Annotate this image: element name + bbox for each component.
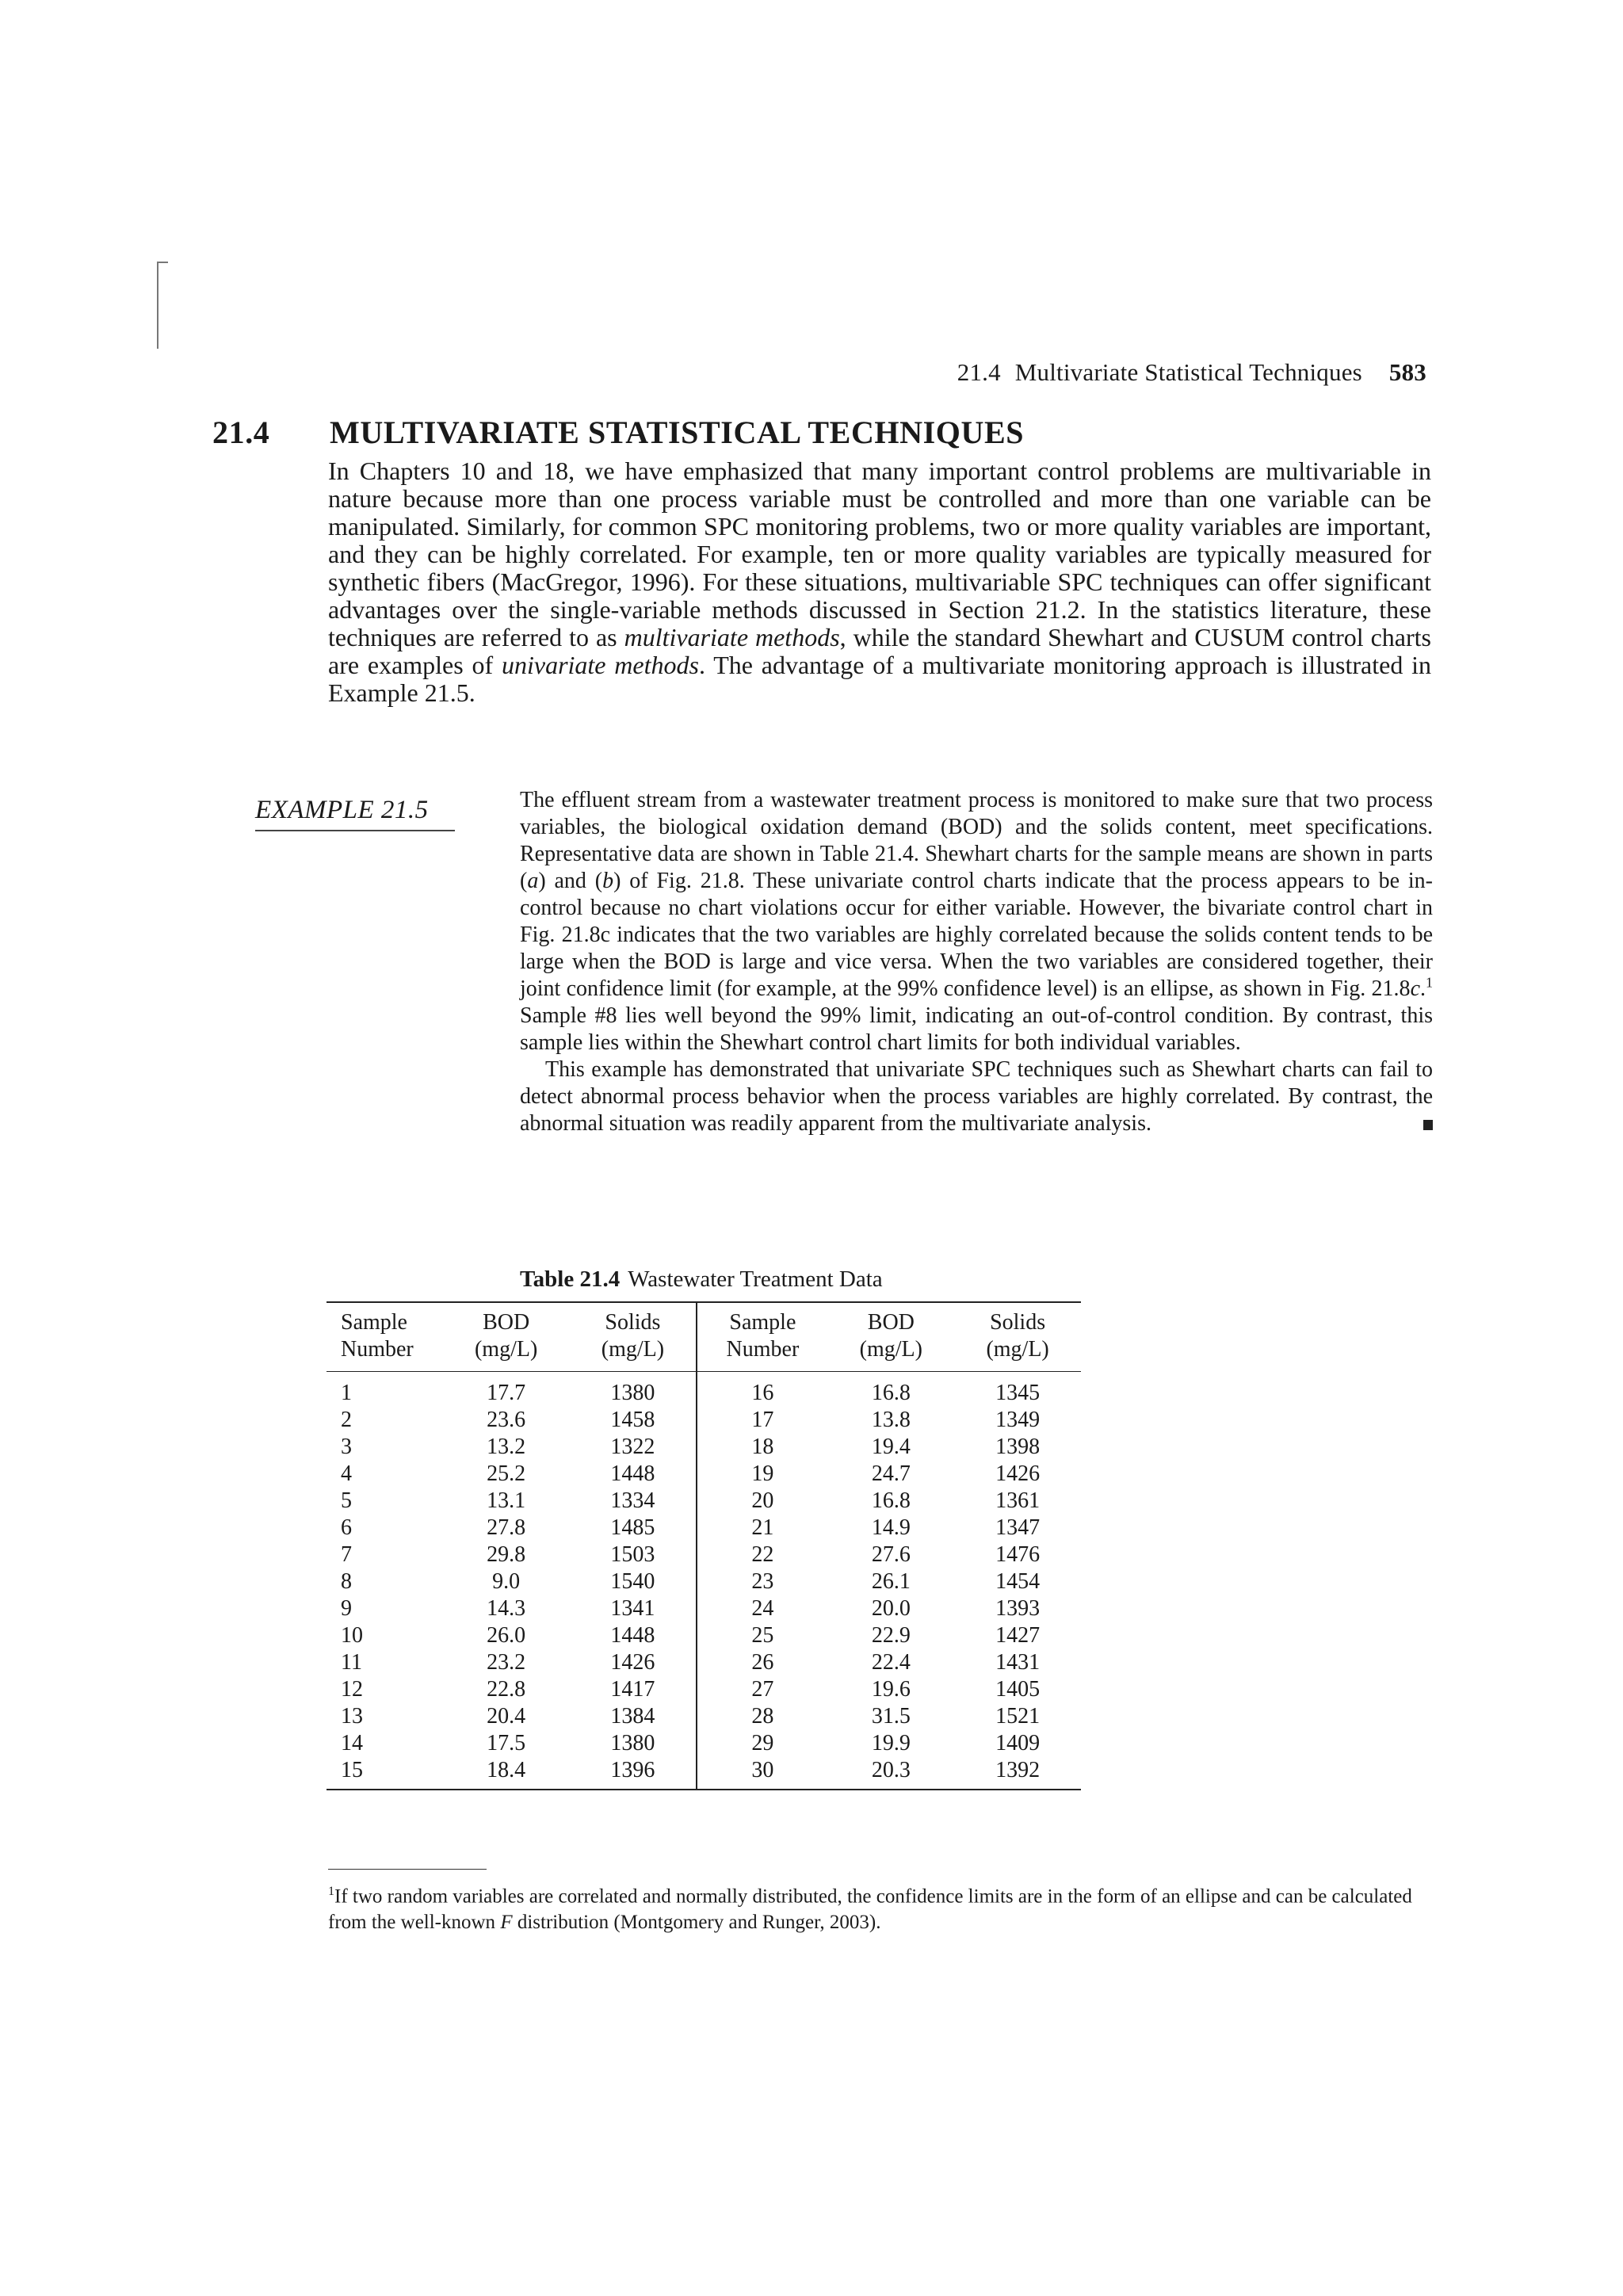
- cell-sample-number: 2: [341, 1408, 352, 1432]
- cell-sample-number: 15: [341, 1758, 363, 1782]
- cell-sample-number: 30: [697, 1757, 827, 1790]
- table-row: [327, 1461, 1081, 1488]
- section-title: MULTIVARIATE STATISTICAL TECHNIQUES: [330, 415, 1025, 450]
- wastewater-data-table: [327, 1301, 1081, 1790]
- example-text: ) and (: [538, 869, 603, 893]
- cell-bod: 24.7: [871, 1461, 911, 1486]
- table-row: [327, 1622, 1081, 1649]
- cell-sample-number: 18: [697, 1434, 827, 1461]
- cell-solids: 1380: [610, 1731, 655, 1755]
- cell-bod: 27.8: [487, 1515, 526, 1540]
- cell-sample-number: 4: [341, 1461, 352, 1486]
- end-of-example-mark: [1423, 1120, 1433, 1130]
- cell-sample-number: 14: [341, 1731, 363, 1755]
- cell-solids: 1380: [610, 1381, 655, 1405]
- header-sample-number: [327, 1302, 443, 1372]
- example-text: .: [1420, 976, 1426, 1001]
- intro-term-multivariate: multivariate methods: [624, 623, 840, 651]
- cell-sample-number: 7: [341, 1542, 352, 1567]
- cell-bod: 27.6: [871, 1542, 911, 1567]
- example-label: EXAMPLE 21.5: [255, 796, 455, 831]
- cell-solids: 1398: [995, 1435, 1041, 1459]
- header-line: Number: [726, 1337, 800, 1362]
- example-text: Sample #8 lies well beyond the 99% limit, indicating an out-of-control condition. By contrast, this sample lies within the Shewhart control chart limits for both individual variables.: [520, 1003, 1433, 1055]
- cell-bod: 23.2: [487, 1650, 526, 1675]
- cell-sample-number: 13: [341, 1704, 363, 1729]
- cell-sample-number: 3: [341, 1435, 352, 1459]
- header-line: Sample: [729, 1310, 796, 1335]
- table-title: Wastewater Treatment Data: [628, 1266, 883, 1292]
- footnote-rule: [328, 1869, 487, 1870]
- intro-paragraph: [328, 457, 1431, 707]
- cell-sample-number: 29: [697, 1730, 827, 1757]
- cell-solids: 1448: [610, 1461, 655, 1486]
- example-body: [520, 787, 1433, 1137]
- cell-sample-number: 9: [341, 1596, 352, 1621]
- table-row: [327, 1541, 1081, 1568]
- cell-bod: 14.3: [487, 1596, 526, 1621]
- cell-bod: 22.4: [871, 1650, 911, 1675]
- cell-bod: 20.0: [871, 1596, 911, 1621]
- cell-solids: 1431: [995, 1650, 1041, 1675]
- cell-solids: 1396: [610, 1758, 655, 1782]
- running-head-section: 21.4: [957, 358, 1001, 386]
- cell-solids: 1458: [610, 1408, 655, 1432]
- cell-sample-number: 12: [341, 1677, 363, 1702]
- table-row: [327, 1488, 1081, 1515]
- table-caption: [520, 1266, 1090, 1293]
- scan-crop-mark: [157, 262, 158, 349]
- cell-bod: 22.9: [871, 1623, 911, 1648]
- page-number: 583: [1388, 358, 1426, 386]
- header-line: BOD: [483, 1310, 530, 1335]
- running-head: [888, 358, 1426, 387]
- cell-solids: 1334: [610, 1488, 655, 1513]
- cell-sample-number: 16: [697, 1372, 827, 1408]
- cell-solids: 1392: [995, 1758, 1041, 1782]
- cell-sample-number: 21: [697, 1515, 827, 1541]
- table-row: [327, 1595, 1081, 1622]
- cell-sample-number: 23: [697, 1568, 827, 1595]
- cell-bod: 31.5: [871, 1704, 911, 1729]
- example-italic: c: [1410, 976, 1420, 1001]
- cell-solids: 1393: [995, 1596, 1041, 1621]
- cell-solids: 1384: [610, 1704, 655, 1729]
- cell-bod: 14.9: [871, 1515, 911, 1540]
- table-row: [327, 1434, 1081, 1461]
- example-italic: b: [602, 869, 614, 893]
- cell-sample-number: 22: [697, 1541, 827, 1568]
- header-line: Sample: [341, 1310, 407, 1335]
- cell-bod: 13.1: [487, 1488, 526, 1513]
- footnote: [328, 1878, 1433, 1935]
- header-bod: [827, 1302, 954, 1372]
- cell-solids: 1361: [995, 1488, 1041, 1513]
- footnote-reference: 1: [1426, 974, 1433, 991]
- table-row: [327, 1515, 1081, 1541]
- header-bod: [443, 1302, 570, 1372]
- cell-solids: 1426: [610, 1650, 655, 1675]
- example-paragraph-2: [520, 1056, 1433, 1137]
- footnote-text: distribution (Montgomery and Runger, 2003).: [512, 1912, 881, 1934]
- cell-bod: 17.5: [487, 1731, 526, 1755]
- cell-sample-number: 24: [697, 1595, 827, 1622]
- section-heading: [212, 414, 1433, 451]
- cell-bod: 19.6: [871, 1677, 911, 1702]
- example-text: This example has demonstrated that univariate SPC techniques such as Shewhart charts can fail to detect abnormal process behavior when the process variables are highly correlated. By contrast, the abnormal situation was readily apparent from the multivariate analysis.: [520, 1057, 1433, 1136]
- cell-solids: 1347: [995, 1515, 1041, 1540]
- header-sample-number: [697, 1302, 827, 1372]
- cell-sample-number: 8: [341, 1569, 352, 1594]
- table-row: [327, 1372, 1081, 1408]
- cell-solids: 1322: [610, 1435, 655, 1459]
- intro-text: . The advantage of a multivariate monitoring approach is illustrated in Example 21.5.: [328, 651, 1432, 707]
- cell-sample-number: 28: [697, 1703, 827, 1730]
- cell-sample-number: 20: [697, 1488, 827, 1515]
- intro-text: In Chapters 10 and 18, we have emphasized that many important control problems are multivariable in nature because more than one process variable must be controlled and more than one variable can be manipulated. Similarly, for common SPC monitoring problems, two or more quality variables are important, and they can be highly correlated. For example, ten or more quality variables are typically measured for synthetic fibers (MacGregor, 1996). For these situations, multivariable SPC techniques can offer significant advantages over the single-variable methods discussed in Section 21.2. In the statistics literature, these techniques are referred to as: [328, 457, 1431, 651]
- cell-bod: 13.8: [871, 1408, 911, 1432]
- cell-bod: 19.4: [871, 1435, 911, 1459]
- table-body: [327, 1372, 1081, 1790]
- example-text: ) of Fig. 21.8. These univariate control charts indicate that the process appears to be in-control because no chart violations occur for either variable. However, the bivariate control chart in Fig. 21.8c indicates that the two variables are highly correlated because the solids content tends to be large when the BOD is large and vice versa. When the two variables are considered together, their joint confidence limit (for example, at the 99% confidence level) is an ellipse, as shown in Fig. 21.8: [520, 869, 1434, 1001]
- cell-sample-number: 26: [697, 1649, 827, 1676]
- cell-solids: 1485: [610, 1515, 655, 1540]
- cell-solids: 1454: [995, 1569, 1041, 1594]
- cell-bod: 26.1: [871, 1569, 911, 1594]
- cell-bod: 13.2: [487, 1435, 526, 1459]
- cell-sample-number: 25: [697, 1622, 827, 1649]
- header-line: Number: [341, 1337, 414, 1362]
- cell-bod: 17.7: [487, 1381, 526, 1405]
- cell-bod: 20.3: [871, 1758, 911, 1782]
- cell-solids: 1427: [995, 1623, 1041, 1648]
- cell-solids: 1503: [610, 1542, 655, 1567]
- example-italic: a: [527, 869, 539, 893]
- cell-solids: 1341: [610, 1596, 655, 1621]
- running-head-title: Multivariate Statistical Techniques: [1014, 358, 1362, 386]
- cell-solids: 1405: [995, 1677, 1041, 1702]
- cell-solids: 1417: [610, 1677, 655, 1702]
- footnote-italic: F: [500, 1912, 513, 1934]
- cell-sample-number: 17: [697, 1407, 827, 1434]
- cell-bod: 29.8: [487, 1542, 526, 1567]
- header-line: (mg/L): [474, 1337, 538, 1362]
- example-paragraph-1: [520, 787, 1433, 1056]
- cell-sample-number: 5: [341, 1488, 352, 1513]
- cell-solids: 1426: [995, 1461, 1041, 1486]
- example-text: The effluent stream from a wastewater treatment process is monitored to make sure that two process variables, the biological oxidation demand (BOD) and the solids content, meet specifications. Representative data are shown in Table 21.4. Shewhart charts for the sample means are shown in parts (: [520, 788, 1433, 893]
- cell-bod: 20.4: [487, 1704, 526, 1729]
- table-row: [327, 1757, 1081, 1790]
- table-row: [327, 1703, 1081, 1730]
- table-row: [327, 1730, 1081, 1757]
- cell-bod: 19.9: [871, 1731, 911, 1755]
- header-line: (mg/L): [859, 1337, 922, 1362]
- cell-bod: 22.8: [487, 1677, 526, 1702]
- cell-sample-number: 1: [341, 1381, 352, 1405]
- header-line: Solids: [990, 1310, 1046, 1335]
- cell-solids: 1540: [610, 1569, 655, 1594]
- cell-bod: 26.0: [487, 1623, 526, 1648]
- cell-solids: 1349: [995, 1408, 1041, 1432]
- cell-bod: 25.2: [487, 1461, 526, 1486]
- table-header-row: [327, 1302, 1081, 1372]
- cell-bod: 16.8: [871, 1381, 911, 1405]
- cell-bod: 18.4: [487, 1758, 526, 1782]
- table-row: [327, 1407, 1081, 1434]
- cell-solids: 1409: [995, 1731, 1041, 1755]
- cell-solids: 1345: [995, 1381, 1041, 1405]
- cell-solids: 1448: [610, 1623, 655, 1648]
- cell-bod: 23.6: [487, 1408, 526, 1432]
- cell-sample-number: 10: [341, 1623, 363, 1648]
- cell-sample-number: 11: [341, 1650, 362, 1675]
- header-line: (mg/L): [601, 1337, 665, 1362]
- table-label: Table 21.4: [520, 1266, 621, 1292]
- section-number: 21.4: [212, 415, 270, 450]
- cell-sample-number: 6: [341, 1515, 352, 1540]
- cell-solids: 1476: [995, 1542, 1041, 1567]
- header-line: BOD: [867, 1310, 915, 1335]
- footnote-text: If two random variables are correlated and normally distributed, the confidence limits are in the form of an ellipse and can be calculated from the well-known: [328, 1885, 1412, 1934]
- footnote-marker: 1: [328, 1885, 334, 1898]
- cell-sample-number: 19: [697, 1461, 827, 1488]
- table-row: [327, 1649, 1081, 1676]
- header-solids: [954, 1302, 1081, 1372]
- table-row: [327, 1676, 1081, 1703]
- intro-term-univariate: univariate methods: [501, 651, 699, 679]
- header-solids: [570, 1302, 697, 1372]
- cell-bod: 16.8: [871, 1488, 911, 1513]
- cell-bod: 9.0: [492, 1569, 521, 1594]
- cell-solids: 1521: [995, 1704, 1041, 1729]
- intro-text: , while the standard Shewhart and CUSUM control charts are examples of: [328, 623, 1432, 679]
- table-row: [327, 1568, 1081, 1595]
- cell-sample-number: 27: [697, 1676, 827, 1703]
- header-line: Solids: [605, 1310, 661, 1335]
- header-line: (mg/L): [986, 1337, 1049, 1362]
